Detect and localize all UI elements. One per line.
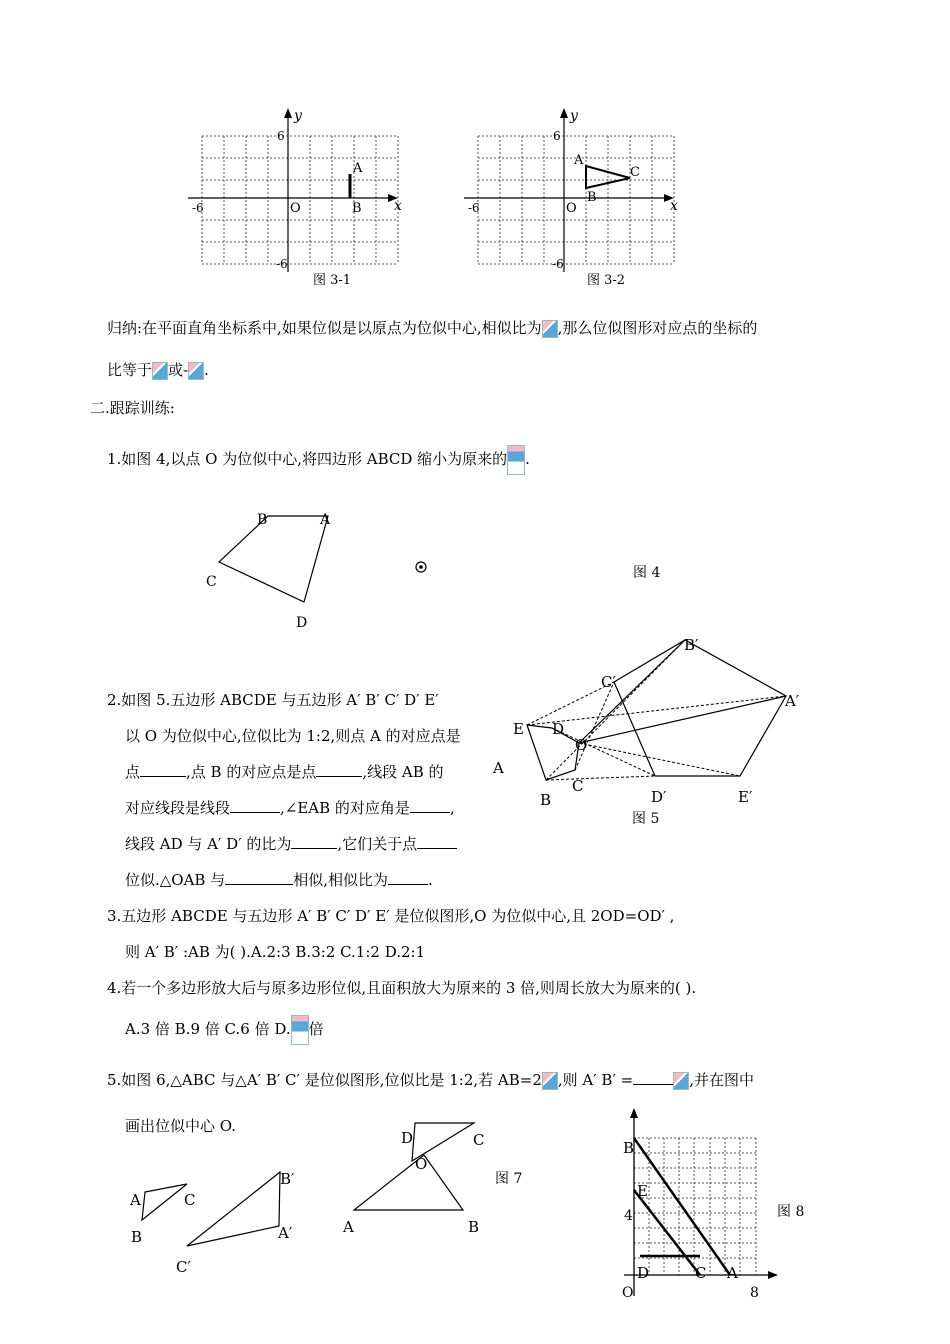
fig8-origin: O [622,1285,634,1301]
fig32-x-label: x [670,198,678,214]
summary-line-2: 比等于 或- . [107,361,209,379]
q2-blank-7[interactable] [225,870,293,885]
fig7-caption: 图 7 [495,1171,523,1187]
fig7-point-b: B [468,1218,480,1236]
figure-4 [190,505,690,635]
fig8-caption: 图 8 [777,1204,805,1220]
fig8-label-8: 8 [750,1285,759,1301]
q4-line-1: 4.若一个多边形放大后与原多边形位似,且面积放大为原来的 3 倍,则周长放大为原来的( ). [107,979,697,997]
fig31-nneg6-label: -6 [276,257,288,271]
fig4-point-a: A [320,512,331,528]
fig7-point-o: O [415,1155,428,1173]
section-title: 二.跟踪训练: [90,399,175,417]
fig31-neg6-label: -6 [192,201,204,215]
fig6-point-a: A [130,1191,141,1209]
q2-line-1: 2.如图 5.五边形 ABCDE 与五边形 A′ B′ C′ D′ E′ [107,691,439,709]
fig5-point-b-prime: B′ [684,636,699,654]
formula-image-icon [188,362,204,380]
fig31-point-a: A [353,161,363,176]
fig5-point-e-prime: E′ [738,788,753,806]
fig31-point-b: B [352,201,362,216]
fig4-point-c: C [206,574,217,590]
formula-image-icon [673,1072,689,1090]
fig31-x-label: x [394,198,402,214]
q2-blank-6[interactable] [417,834,457,849]
fig5-point-c-prime: C′ [601,673,616,691]
figure-6 [120,1160,320,1280]
fig5-point-a-prime: A′ [785,692,800,710]
fig31-caption: 图 3-1 [313,273,352,288]
fig32-point-b: B [587,190,597,205]
q5-line-1: 5.如图 6,△ABC 与△A′ B′ C′ 是位似图形,位似比是 1:2,若 AB=2 ,则 A′ B′ = ,并在图中 [107,1071,754,1089]
summary-line-1: 归纳:在平面直角坐标系中,如果位似是以原点为位似中心,相似比为 ,那么位似图形对应点的坐标的 [107,319,758,337]
formula-image-icon [542,320,558,338]
fig5-point-b: B [540,791,552,809]
fig8-label-4: 4 [624,1208,633,1224]
fig32-point-a: A [574,153,584,168]
formula-image-icon [542,1072,558,1090]
q2-blank-5[interactable] [291,834,337,849]
fig32-neg6-label: -6 [468,201,480,215]
fig8-point-b: B [623,1139,635,1157]
fig6-point-c-prime: C′ [176,1258,191,1276]
figure-3-1 [180,100,410,300]
fig7-point-d: D [401,1129,414,1147]
fig5-caption: 图 5 [632,811,660,827]
q3-line-2: 则 A′ B′ :AB 为( ).A.2:3 B.3:2 C.1:2 D.2:1 [125,943,426,961]
q4-line-2: A.3 倍 B.9 倍 C.6 倍 D. 倍 [125,1015,324,1045]
q2-blank-1[interactable] [140,762,186,777]
fig6-point-b-prime: B′ [280,1170,295,1188]
fig8-point-a: A [727,1264,738,1282]
fig5-point-d-prime: D′ [651,788,667,806]
fig8-point-c: C [695,1264,707,1282]
formula-image-icon [291,1015,309,1045]
q2-blank-8[interactable] [388,870,428,885]
figure-7 [340,1115,540,1245]
figure-5 [490,630,820,830]
q5-line-2: 画出位似中心 O. [125,1117,236,1135]
fig32-nneg6-label: -6 [552,257,564,271]
fig5-point-d: D [552,720,565,738]
fig6-point-b: B [131,1228,143,1246]
q3-line-1: 3.五边形 ABCDE 与五边形 A′ B′ C′ D′ E′ 是位似图形,O 为位似中心,且 2OD=OD′ , [107,907,675,925]
q2-line-3: 点 ,点 B 的对应点是点 ,线段 AB 的 [125,763,444,781]
q2-line-6: 位似.△OAB 与 相似,相似比为 . [125,871,433,889]
fig31-origin-label: O [290,201,301,216]
fig4-caption: 图 4 [633,565,661,581]
fig6-point-a-prime: A′ [278,1224,293,1242]
fig5-point-e: E [513,720,524,738]
figure-8 [610,1100,830,1310]
fig5-point-c: C [572,777,584,795]
fig7-point-a: A [343,1218,354,1236]
fig32-origin-label: O [566,201,577,216]
q2-blank-2[interactable] [316,762,362,777]
fig4-point-b: B [257,512,268,528]
fig32-six-label: 6 [553,129,561,143]
q2-line-2: 以 O 为位似中心,位似比为 1:2,则点 A 的对应点是 [125,727,461,745]
fig6-point-c: C [184,1191,196,1209]
figure-3-2 [456,100,686,300]
fig32-point-c: C [630,165,640,180]
fig4-point-d: D [296,615,308,631]
formula-image-icon [507,445,525,475]
fig8-point-e: E [637,1182,648,1200]
fig32-y-label: y [570,108,578,124]
fig5-point-o: O [575,736,588,754]
q1-text: 1.如图 4,以点 O 为位似中心,将四边形 ABCD 缩小为原来的 . [107,445,530,475]
q2-blank-4[interactable] [410,798,450,813]
q5-blank[interactable] [633,1070,673,1085]
formula-image-icon [152,362,168,380]
fig5-point-a: A [493,759,504,777]
q2-line-5: 线段 AD 与 A′ D′ 的比为 ,它们关于点 [125,834,457,854]
fig7-point-c: C [473,1131,485,1149]
fig32-caption: 图 3-2 [587,273,626,288]
fig31-y-label: y [294,108,302,124]
q2-line-4: 对应线段是线段 ,∠EAB 的对应角是 , [125,799,455,817]
q2-blank-3[interactable] [230,798,280,813]
fig31-six-label: 6 [277,129,285,143]
fig8-point-d: D [637,1264,650,1282]
